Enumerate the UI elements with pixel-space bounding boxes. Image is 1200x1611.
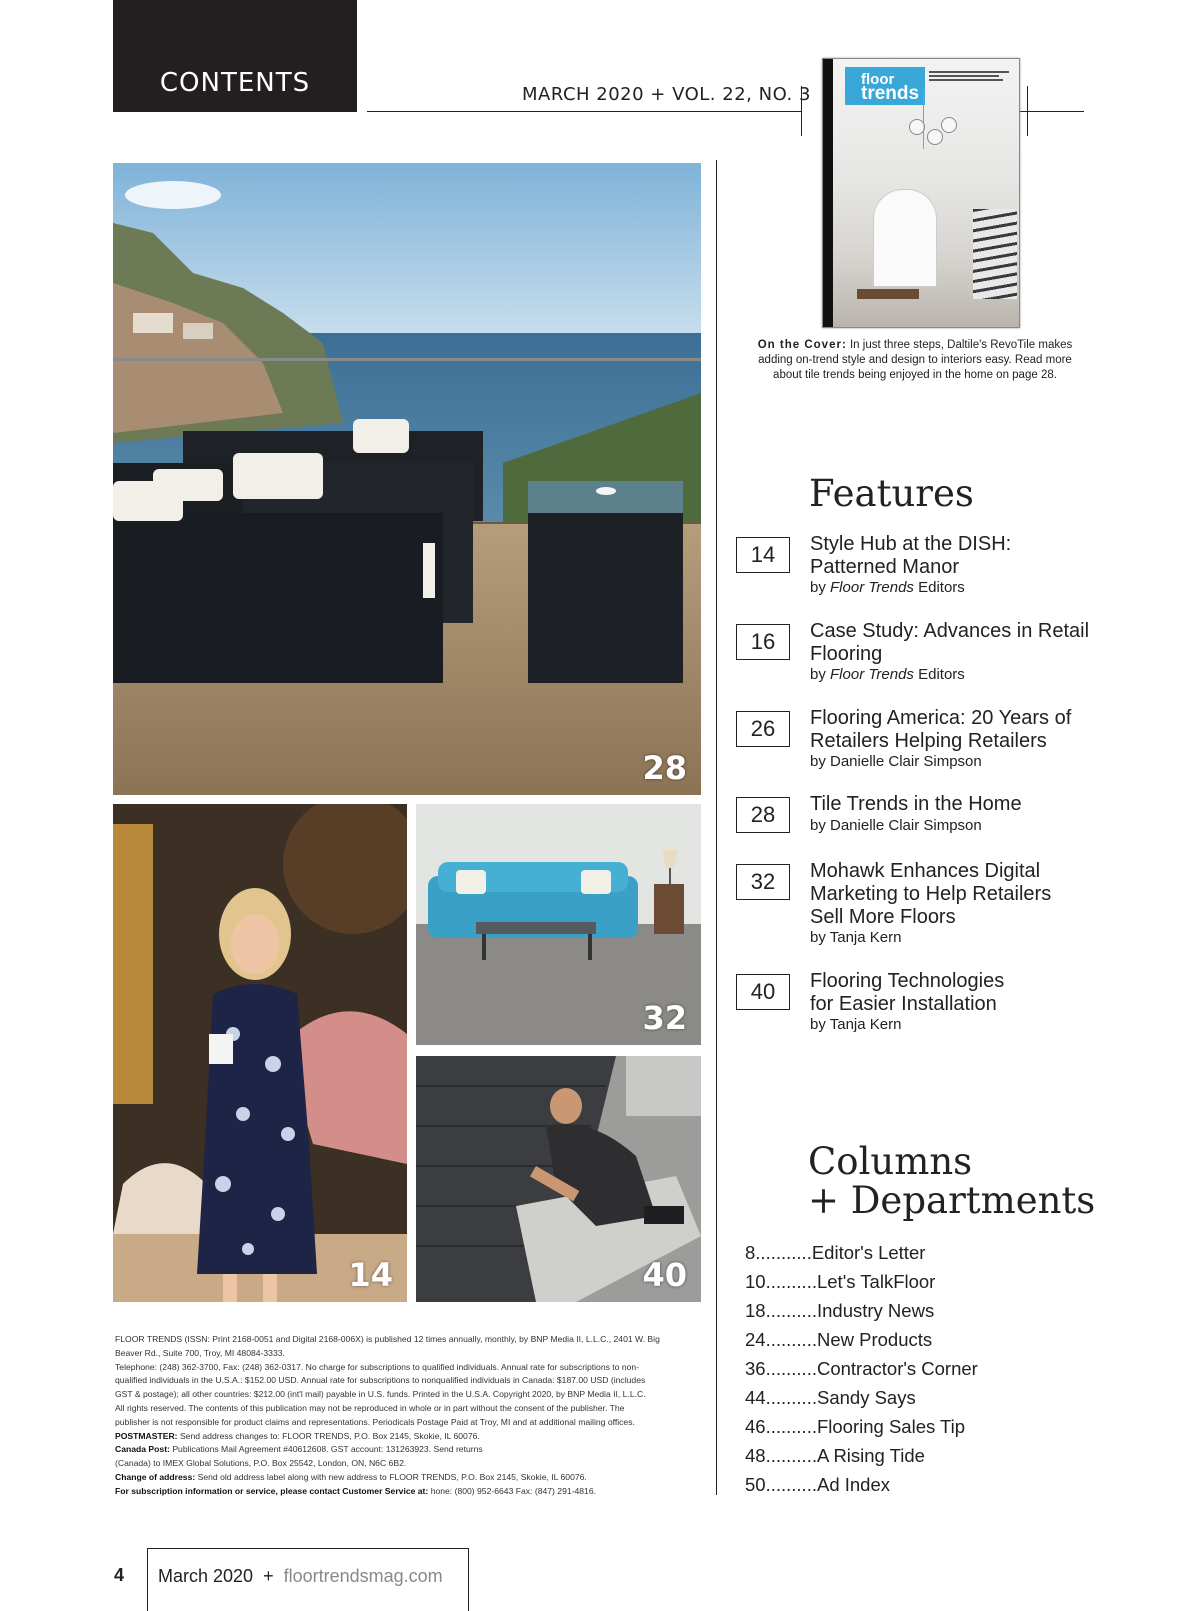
feature-title[interactable]: Style Hub at the DISH: Patterned Manor [810,533,1012,578]
cover-logo-line1: floor [861,71,895,88]
feature-page-number: 28 [736,797,790,833]
header-rule-left [367,111,801,112]
cover-image [833,59,1019,327]
feature-page-number: 32 [736,864,790,900]
masthead-canada: Canada Post: Publications Mail Agreement #40612608. GST account: 131263923. Send returns [115,1444,483,1455]
footer-issue [158,1566,443,1587]
feature-page-number: 40 [736,974,790,1010]
feature-title[interactable]: Flooring America: 20 Years of Retailers Helping Retailers [810,707,1072,752]
feature-item[interactable] [736,860,1096,950]
photo-living-room[interactable] [416,804,701,1045]
chandelier-icon [909,119,925,135]
departments-heading-line1: Columns [808,1140,973,1183]
feature-title[interactable]: Case Study: Advances in Retail Flooring [810,620,1090,665]
page-number-28: 28 [642,749,687,787]
section-label: CONTENTS [159,68,311,98]
masthead-subscription: For subscription information or service, please contact Customer Service at: hone: (800) 952-6643 Fax: (847) 291-4816. [115,1485,596,1496]
departments-heading [808,1142,1095,1220]
masthead-postmaster: POSTMASTER: Send address changes to: FLOOR TRENDS, P.O. Box 2145, Skokie, IL 60076. [115,1430,480,1441]
feature-item[interactable] [736,793,1096,843]
masthead-line: FLOOR TRENDS (ISSN: Print 2168-0051 and Digital 2168-006X) is published 12 times annually, monthly, by BNP Media II, L.L.C., 2401 W. Big [115,1334,660,1344]
cover-logo-line2: trends [861,83,920,104]
department-item[interactable]: 8...........Editor's Letter [745,1242,926,1263]
masthead-fine-print [115,1333,695,1499]
feature-item[interactable] [736,970,1096,1040]
cover-logo [861,71,920,104]
photo-event[interactable] [113,804,407,1302]
department-item[interactable]: 44..........Sandy Says [745,1387,916,1408]
feature-page-number: 26 [736,711,790,747]
page-number-32: 32 [642,999,687,1037]
footer-website-link[interactable]: floortrendsmag.com [283,1566,443,1586]
cover-caption-lead: On the Cover: [757,339,847,351]
department-item[interactable]: 10..........Let's TalkFloor [745,1271,936,1292]
terrace-illustration [113,163,701,795]
department-item[interactable]: 24..........New Products [745,1329,933,1350]
chandelier-icon [927,129,943,145]
column-divider [716,160,717,1495]
masthead-line: (Canada) to IMEX Global Solutions, P.O. Box 25542, London, ON, N6C 6B2. [115,1458,407,1469]
cover-caption-text: In just three steps, Daltile's RevoTile makes adding on-trend style and design to interiors easy. Read more about tile trends being enjoyed in the home on page 28. [758,339,1073,381]
issue-line: MARCH 2020 + VOL. 22, NO. 3 [522,84,811,105]
cover-spine [823,59,833,327]
masthead-line: qualified individuals in the U.S.A.: $152.00 USD. Annual rate for subscriptions to nonqualified individuals in Canada: $187.00 USD (includes [115,1375,646,1386]
department-item[interactable]: 48..........A Rising Tide [745,1445,925,1466]
photo-terrace[interactable] [113,163,701,795]
feature-byline: by Danielle Clair Simpson [810,817,982,834]
cover-blurbs [929,69,1009,83]
feature-title[interactable]: Flooring Technologies for Easier Installation [810,970,1005,1015]
masthead-change-address: Change of address: Send old address label along with new address to FLOOR TRENDS, P.O. Box 2145, Skokie, IL 60076. [115,1471,587,1482]
feature-byline: by Tanja Kern [810,929,902,946]
feature-item[interactable] [736,533,1096,603]
department-item[interactable]: 36..........Contractor's Corner [745,1358,978,1379]
department-item[interactable]: 50..........Ad Index [745,1474,891,1495]
departments-heading-line2: + Departments [808,1179,1096,1222]
features-heading: Features [809,472,974,515]
masthead-line: Telephone: (248) 362-3700, Fax: (248) 362-0317. No charge for subscriptions to qualified individuals. Annual rate for subscriptions to non- [115,1361,640,1372]
cover-logo-box [845,67,925,105]
cover-caption [752,338,1078,383]
footer-issue-date: March 2020 [158,1566,254,1586]
feature-title[interactable]: Tile Trends in the Home [810,793,1022,815]
feature-title[interactable]: Mohawk Enhances Digital Marketing to Help Retailers Sell More Floors [810,860,1052,928]
page-number-14: 14 [348,1256,393,1294]
masthead-line: GST & postage); all other countries: $212.00 (int'l mail) payable in U.S. funds. Printed in the U.S.A. Copyright 2020, by BNP Media II, L.L.C. [115,1389,646,1400]
feature-item[interactable] [736,707,1096,777]
cover-tick-right [1027,86,1028,136]
feature-byline: by Floor Trends Editors [810,579,965,596]
page-folio: 4 [114,1565,125,1585]
department-item[interactable]: 46..........Flooring Sales Tip [745,1416,966,1437]
footer-separator: + [263,1566,274,1586]
feature-item[interactable] [736,620,1096,690]
masthead-line: All rights reserved. The contents of this publication may not be reproduced in whole or in part without the consent of the publisher. The [115,1402,625,1413]
cover-doorway [873,189,937,287]
masthead-line: publisher is not responsible for product claims and representations. Periodicals Postage Paid at Troy, MI and at additional mailing offices. [115,1416,635,1427]
department-item[interactable]: 18..........Industry News [745,1300,935,1321]
feature-byline: by Tanja Kern [810,1016,902,1033]
cover-thumbnail[interactable] [822,58,1020,328]
page-number-40: 40 [642,1256,687,1294]
masthead-line: Beaver Rd., Suite 700, Troy, MI 48084-3333. [115,1347,285,1358]
photo-installer[interactable] [416,1056,701,1302]
feature-byline: by Floor Trends Editors [810,666,965,683]
feature-byline: by Danielle Clair Simpson [810,753,982,770]
cover-staircase [973,209,1017,299]
feature-page-number: 14 [736,537,790,573]
event-illustration [113,804,407,1302]
feature-page-number: 16 [736,624,790,660]
cover-bench [857,289,919,299]
chandelier-icon [941,117,957,133]
